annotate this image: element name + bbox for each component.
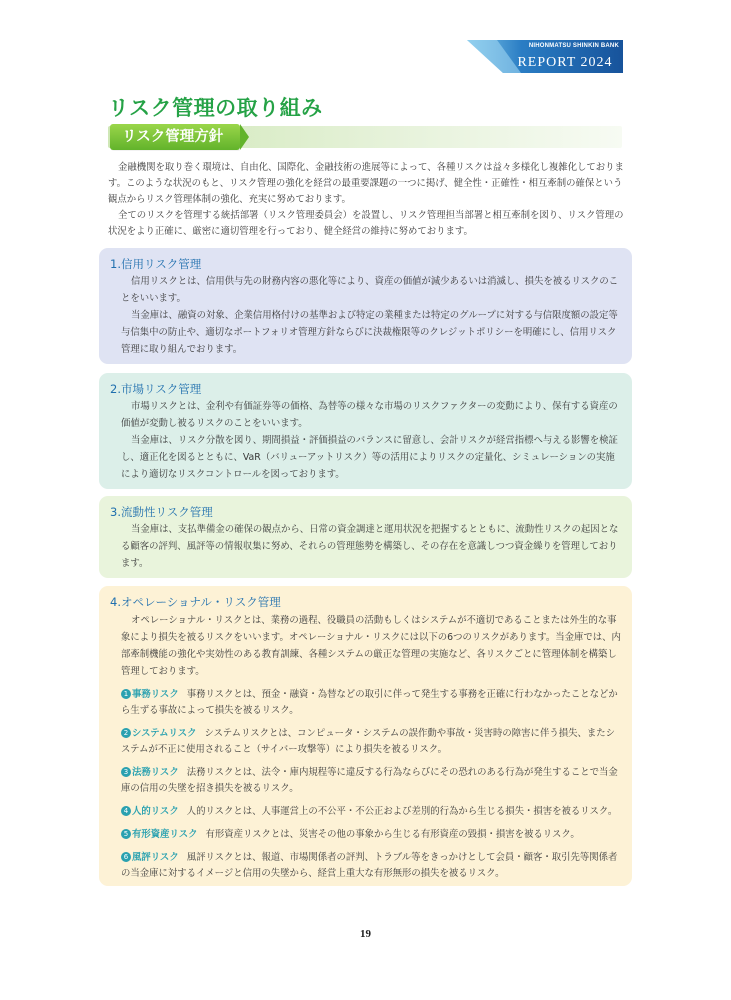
page-number: 19	[360, 928, 371, 940]
risk-description: システムリスクとは、コンピュータ・システムの誤作動や事故・災害時の障害に伴う損失、またシステムが不正に使用されること（サイバー攻撃等）により損失を被るリスク。	[121, 728, 615, 755]
risk-name: システムリスク	[132, 728, 197, 739]
risk-number-badge: 2	[121, 728, 131, 738]
intro-paragraph: 金融機関を取り巻く環境は、自由化、国際化、金融技術の進展等によって、各種リスクは益々多様化し複雑化しております。このような状況のもと、リスク管理の強化を経営の最重要課題の一つに掲げ、健全性・正確性・相互牽制の確保という観点からリスク管理体制の強化、充実に努めております。	[108, 162, 624, 205]
liquidity-risk-heading: 3.流動性リスク管理	[110, 505, 213, 519]
credit-risk-paragraph: 当金庫は、融資の対象、企業信用格付けの基準および特定の業種または特定のグループに対する与信限度額の設定等与信集中の防止や、適切なポートフォリオ管理方針ならびに決裁権限等のクレジットポリシーを明確にし、信用リスク管理に取り組んでおります。	[121, 310, 618, 355]
report-header-tab	[467, 40, 623, 73]
risk-name: 事務リスク	[132, 689, 179, 700]
market-risk-paragraph: 当金庫は、リスク分散を図り、期間損益・評価損益のバランスに留意し、会計リスクが経営指標へ与える影響を検証し、適正化を図るとともに、VaR（バリューアットリスク）等の活用によりリスクの定量化、シミュレーションの実施により適切なリスクコントロールを図っております。	[121, 435, 618, 480]
risk-number-badge: 6	[121, 852, 131, 862]
liquidity-risk-paragraph: 当金庫は、支払準備金の確保の観点から、日常の資金調達と運用状況を把握するとともに、流動性リスクの起因となる顧客の評判、風評等の情報収集に努め、それらの管理態勢を構築し、その存在を意識しつつ資金繰りを管理しております。	[121, 524, 619, 569]
risk-description: 風評リスクとは、報道、市場関係者の評判、トラブル等をきっかけとして会員・顧客・取引先等関係者の当金庫に対するイメージと信用の失墜から、経営上重大な有形無形の損失を被るリスク。	[121, 852, 618, 879]
section-heading-text: リスク管理方針	[122, 129, 224, 145]
operational-risk-section	[99, 586, 632, 886]
risk-item	[110, 687, 622, 719]
bank-name: NIHONMATSU SHINKIN BANK	[528, 43, 619, 49]
risk-description: 法務リスクとは、法令・庫内規程等に違反する行為ならびにその恐れのある行為が発生することで当金庫の信用の失墜を招き損失を被るリスク。	[121, 767, 618, 794]
risk-name: 有形資産リスク	[132, 829, 198, 840]
risk-number-badge: 5	[121, 829, 131, 839]
risk-number-badge: 3	[121, 767, 131, 777]
credit-risk-heading: 1.信用リスク管理	[110, 257, 202, 271]
risk-item	[110, 827, 622, 843]
risk-description: 事務リスクとは、預金・融資・為替などの取引に伴って発生する事務を正確に行わなかったことなどから生ずる事故によって損失を被るリスク。	[121, 689, 618, 716]
market-risk-paragraph: 市場リスクとは、金利や有価証券等の価格、為替等の様々な市場のリスクファクターの変動により、保有する資産の価値が変動し被るリスクのことをいいます。	[121, 401, 618, 429]
market-risk-heading: 2.市場リスク管理	[110, 382, 202, 396]
credit-risk-paragraph: 信用リスクとは、信用供与先の財務内容の悪化等により、資産の価値が減少あるいは消滅し、損失を被るリスクのことをいいます。	[121, 276, 619, 304]
intro-text	[108, 160, 624, 240]
market-risk-section	[99, 373, 632, 489]
risk-name: 法務リスク	[132, 767, 179, 778]
risk-name: 人的リスク	[132, 806, 179, 817]
risk-number-badge: 1	[121, 689, 131, 699]
section-heading	[110, 124, 240, 150]
page-title: リスク管理の取り組み	[108, 96, 323, 120]
section-heading-tip	[240, 124, 249, 150]
risk-description: 人的リスクとは、人事運営上の不公平・不公正および差別的行為から生じる損失・損害を被るリスク。	[186, 806, 618, 817]
risk-number-badge: 4	[121, 806, 131, 816]
intro-paragraph: 全てのリスクを管理する統括部署（リスク管理委員会）を設置し、リスク管理担当部署と相互牽制を図り、リスク管理の状況をより正確に、厳密に適切管理を行っており、健全経営の維持に努めております。	[108, 210, 624, 237]
risk-name: 風評リスク	[132, 852, 179, 863]
risk-item	[110, 765, 622, 797]
risk-description: 有形資産リスクとは、災害その他の事象から生じる有形資産の毀損・損害を被るリスク。	[205, 829, 580, 840]
risk-item	[110, 850, 622, 882]
operational-risk-paragraph: オペレーショナル・リスクとは、業務の過程、役職員の活動もしくはシステムが不適切であることまたは外生的な事象により損失を被るリスクをいいます。オペレーショナル・リスクには以下の6つのリスクがあります。当金庫では、内部牽制機能の強化や実効性のある教育訓練、各種システムの厳正な管理の実施など、各リスクごとに管理体制を構築し管理しております。	[121, 615, 621, 677]
credit-risk-section	[99, 248, 632, 364]
risk-item	[110, 804, 622, 820]
risk-item	[110, 726, 622, 758]
report-label: REPORT 2024	[517, 55, 613, 70]
operational-risk-heading: 4.オペレーショナル・リスク管理	[110, 595, 281, 609]
liquidity-risk-section	[99, 496, 632, 578]
